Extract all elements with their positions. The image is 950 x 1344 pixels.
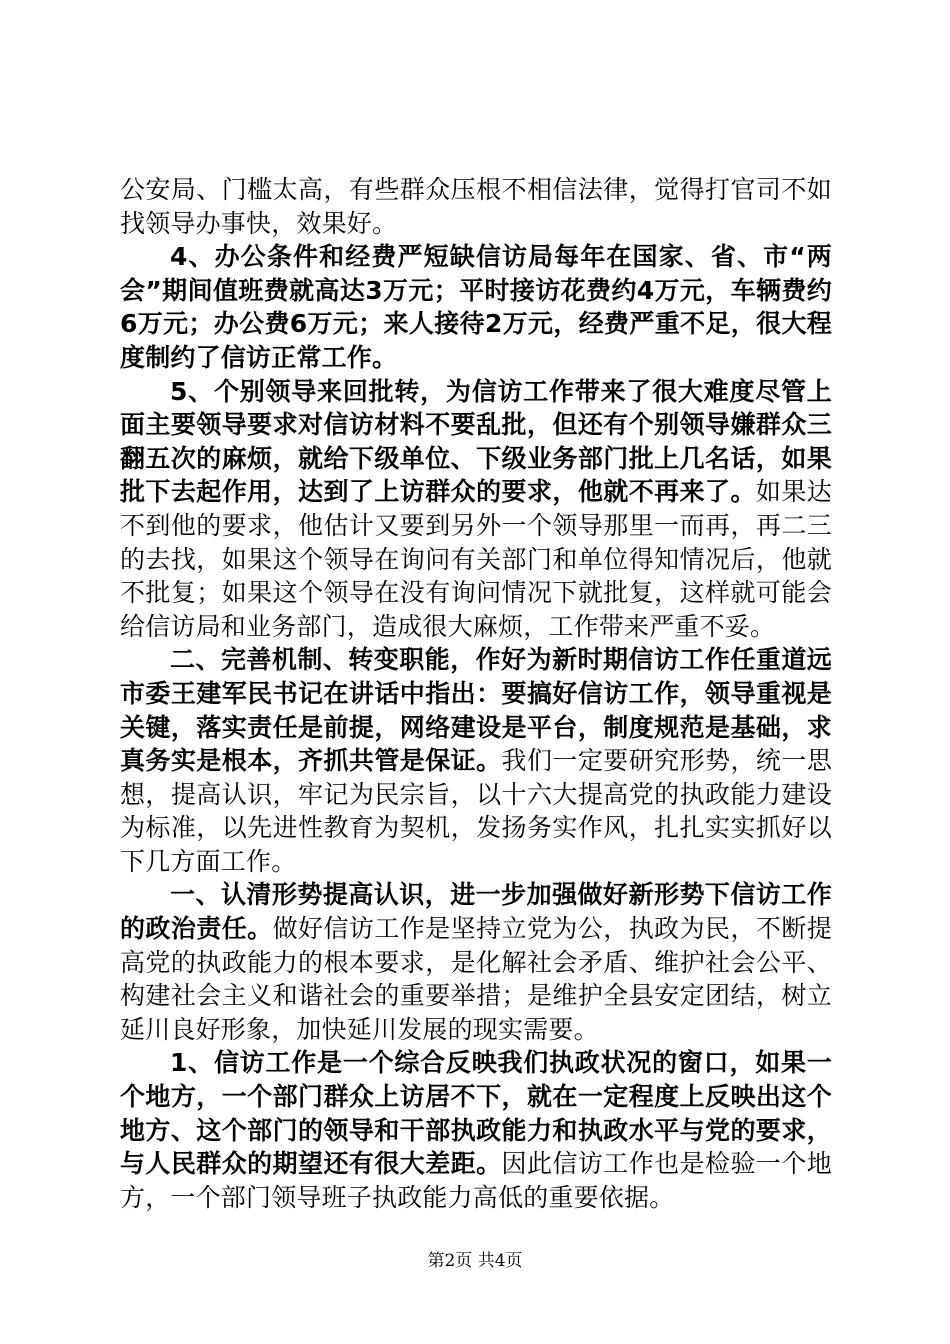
text-run: 5、个别领导来回批转，为信访工作带来了很大难度尽管上面主要领导要求对信访材料不要乱批，但还有个别领导嫌群众三翻五次的麻烦，就给下级单位、下级业务部门批上几名话，如果批下去起作用，达到了上访群众的要求，他就不再来了。 <box>120 376 832 507</box>
text-run: 公安局、门槛太高，有些群众压根不相信法律，觉得打官司不如找领导办事快，效果好。 <box>120 175 832 238</box>
document-body <box>120 174 832 1215</box>
paragraph <box>120 241 832 375</box>
text-run: 如果达不到他的要求，他估计又要到另外一个领导那里一而再，再二三的去找，如果这个领导在询问有关部门和单位得知情况后，他就不批复；如果这个领导在没有询问情况下就批复，这样就可能会给信访局和业务部门，造成很大麻烦，工作带来严重不妥。 <box>120 477 832 641</box>
text-run: 一、认清形势提高认识，进一步加强做好新形势下信访工作的政治责任。 <box>120 880 832 944</box>
paragraph <box>120 644 832 879</box>
paragraph <box>120 174 832 241</box>
paragraph <box>120 376 832 645</box>
text-run: 做好信访工作是坚持立党为公，执政为民，不断提高党的执政能力的根本要求，是化解社会矛盾、维护社会公平、构建社会主义和谐社会的重要举措；是维护全县安定团结，树立延川良好形象，加快延川发展的现实需要。 <box>120 914 832 1044</box>
text-run: 我们一定要研究形势，统一思想，提高认识，牢记为民宗旨，以十六大提高党的执政能力建设为标准，以先进性教育为契机，发扬务实作风，扎扎实实抓好以下几方面工作。 <box>120 746 832 876</box>
text-run: 二、完善机制、转变职能，作好为新时期信访工作任重道远市委王建军民书记在讲话中指出：要搞好信访工作，领导重视是关键，落实责任是前提，网络建设是平台，制度规范是基础，求真务实是根本，齐抓共管是保证。 <box>120 645 832 776</box>
text-run: 因此信访工作也是检验一个地方，一个部门领导班子执政能力高低的重要依据。 <box>120 1149 832 1212</box>
text-run: 4、办公条件和经费严短缺信访局每年在国家、省、市“两会”期间值班费就高达3万元；平时接访花费约4万元，车辆费约6万元；办公费6万元；来人接待2万元，经费严重不足，很大程度制约了信访正常工作。 <box>120 242 832 372</box>
text-run: 1、信访工作是一个综合反映我们执政状况的窗口，如果一个地方，一个部门群众上访居不下，就在一定程度上反映出这个地方、这个部门的领导和干部执政能力和执政水平与党的要求，与人民群众的期望还有很大差距。 <box>120 1048 832 1179</box>
paragraph <box>120 1047 832 1215</box>
page-footer: 第2页 共4页 <box>427 1251 523 1271</box>
paragraph <box>120 879 832 1047</box>
